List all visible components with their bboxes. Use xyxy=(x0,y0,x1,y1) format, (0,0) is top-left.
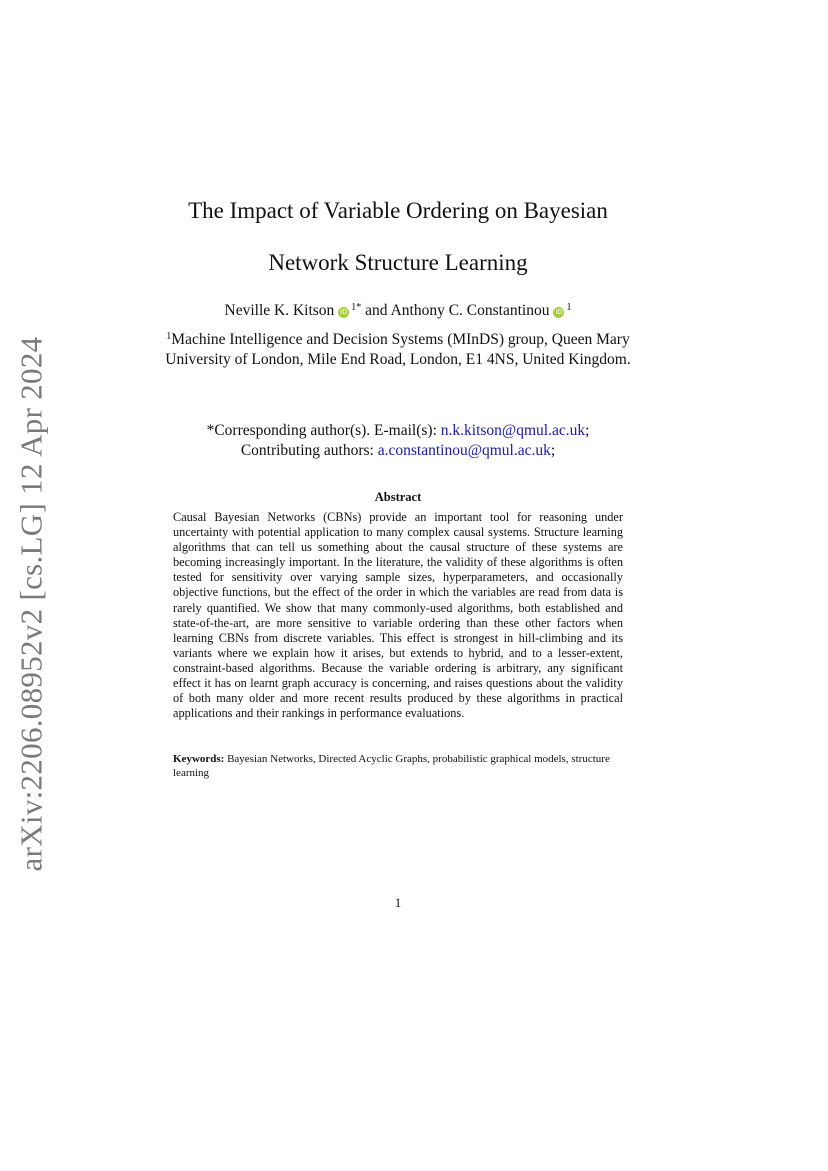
author-name: Anthony C. Constantinou xyxy=(390,302,550,319)
paper-title-line-2: Network Structure Learning xyxy=(268,250,528,275)
orcid-icon[interactable]: iD xyxy=(555,308,563,316)
author-name: Neville K. Kitson xyxy=(224,302,335,319)
affiliation-marker: 1 xyxy=(166,331,172,342)
keywords-label: Keywords: xyxy=(173,753,225,765)
author-affiliation-marker: 1 xyxy=(566,302,572,313)
abstract-heading: Abstract xyxy=(374,490,422,504)
separator: ; xyxy=(585,422,590,439)
keywords-text: Bayesian Networks, Directed Acyclic Graphs, probabilistic graphical models, structure learning xyxy=(173,753,610,779)
arxiv-identifier-text: arXiv:2206.08952v2 [cs.LG] 12 Apr 2024 xyxy=(13,336,49,872)
separator: ; xyxy=(550,442,556,459)
author-list xyxy=(120,302,676,320)
abstract-body: Causal Bayesian Networks (CBNs) provide an important tool for reasoning under uncertainty with potential application to many complex causal systems. Structure learning algorithms that can tell us something about the causal structure of these systems are becoming increasingly important. In the literature, the validity of these algorithms is often tested for sensitivity over varying sample sizes, hyperparameters, and occasionally objective functions, but the effect of the order in which the variables are read from data is rarely quantified. We show that many commonly-used algorithms, both established and state-of-the-art, are more sensitive to variable ordering than these other factors when learning CBNs from discrete variables. This effect is strongest in hill-climbing and its variants where we explain how it arises, but extends to hybrid, and to a lesser-extent, constraint-based algorithms. Because the variable ordering is arbitrary, any significant effect it has on learnt graph accuracy is concerning, and raises questions about the validity of both many older and more recent results produced by these algorithms in practical applications and their rankings in performance evaluations. xyxy=(173,510,623,721)
keywords xyxy=(173,752,623,780)
corresponding-label: *Corresponding author(s). E-mail(s): xyxy=(206,422,437,439)
paper-title-line-1: The Impact of Variable Ordering on Bayesian xyxy=(188,198,608,223)
contributing-label: Contributing authors: xyxy=(240,442,374,459)
corresponding-email-link[interactable]: n.k.kitson@qmul.ac.uk xyxy=(440,422,586,439)
contributing-email-link[interactable]: a.constantinou@qmul.ac.uk xyxy=(377,442,551,459)
corresponding-authors xyxy=(150,421,646,461)
corresponding-author-line xyxy=(150,421,646,441)
author-affiliation-marker: 1* xyxy=(351,302,362,313)
affiliation-text: Machine Intelligence and Decision Systems (MInDS) group, Queen Mary University of London, Mile End Road, London, E1 4NS, United Kingdom. xyxy=(165,331,631,368)
author-conjunction: and xyxy=(365,302,388,319)
contributing-author-line xyxy=(150,441,646,461)
arxiv-identifier xyxy=(12,336,50,872)
affiliation xyxy=(160,330,636,370)
orcid-icon[interactable]: iD xyxy=(340,308,348,316)
page-number: 1 xyxy=(394,895,402,910)
